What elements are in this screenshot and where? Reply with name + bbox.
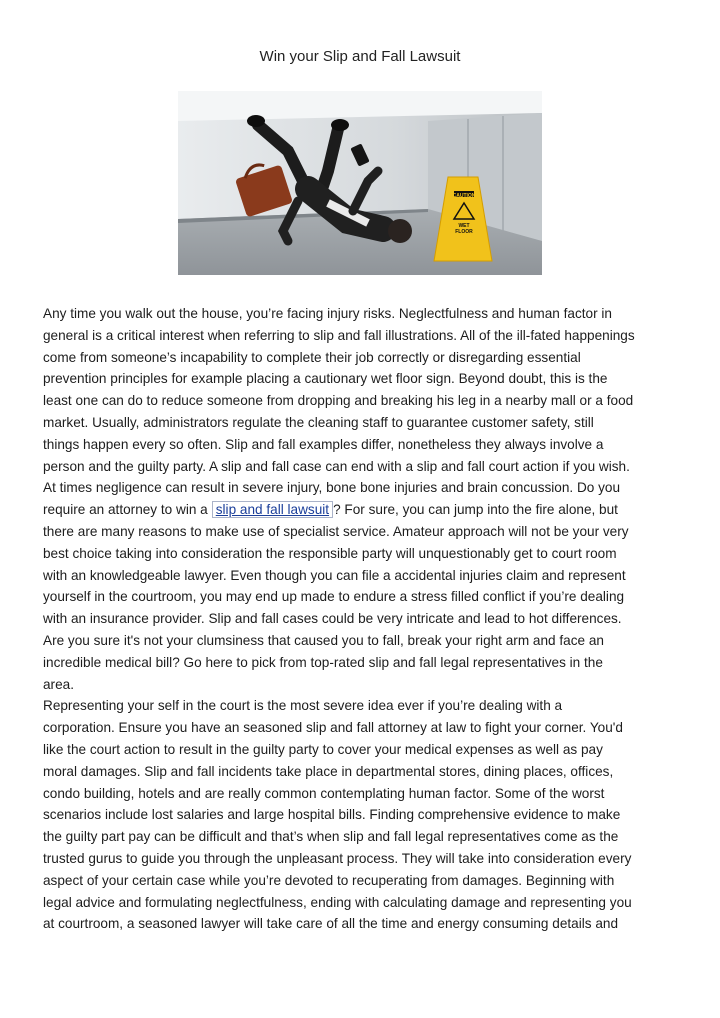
article-line: with an knowledgeable lawyer. Even though you can file a accidental injuries claim and represent (43, 567, 626, 583)
article-line: there are many reasons to make use of specialist service. Amateur approach will not be your very (43, 523, 629, 539)
article-line (43, 499, 683, 521)
article-line: aspect of your certain case while you’re devoted to recuperating from damages. Beginning with (43, 872, 615, 888)
article-line: best choice taking into consideration the responsible party will unquestionably get to court room (43, 545, 617, 561)
article-line: the guilty part pay can be difficult and that’s when slip and fall legal representatives come as the (43, 829, 619, 845)
article-line: at courtroom, a seasoned lawyer will take care of all the time and energy consuming details and (43, 916, 619, 932)
article-line: corporation. Ensure you have an seasoned slip and fall attorney at law to fight your corner. You'd (43, 720, 623, 736)
page-title: Win your Slip and Fall Lawsuit (259, 48, 461, 65)
article-line: incredible medical bill? Go here to pick from top-rated slip and fall legal representatives in the (43, 654, 603, 670)
sign-floor-text: FLOOR (455, 229, 473, 235)
article-line: with an insurance provider. Slip and fall cases could be very intricate and lead to hot differences. (43, 611, 622, 627)
article-line: legal advice and formulating neglectfulness, ending with calculating damage and representing you (43, 894, 632, 910)
article-line: general is a critical interest when referring to slip and fall illustrations. All of the ill-fated happenings (43, 327, 635, 343)
slip-and-fall-photo (178, 91, 542, 275)
article-line: Any time you walk out the house, you’re facing injury risks. Neglectfulness and human factor in (43, 306, 612, 321)
sign-caution-text: CAUTION (452, 193, 476, 199)
article-line: moral damages. Slip and fall incidents take place in departmental stores, dining places, offices, (43, 763, 614, 779)
article-line: trusted gurus to guide you through the unpleasant process. They will take into consideration every (43, 850, 632, 866)
article-line: market. Usually, administrators regulate the cleaning staff to guarantee customer safety, still (43, 414, 594, 430)
article-line: like the court action to result in the guilty party to cover your medical expenses as well as pay (43, 741, 603, 757)
article-line: yourself in the courtroom, you may end up made to endure a stress filled conflict if you’re dealing (43, 589, 625, 605)
article-line: Are you sure it's not your clumsiness that caused you to fall, break your right arm and face an (43, 632, 604, 648)
article-line: least one can do to reduce someone from dropping and breaking his leg in a nearby mall or a food (43, 393, 634, 409)
article-body (43, 303, 683, 935)
link-line-after: ? For sure, you can jump into the fire alone, but (333, 502, 618, 518)
article-line: condo building, hotels and are really common contemplating human factor. Some of the worst (43, 785, 605, 801)
article-line: come from someone’s incapability to complete their job correctly or disregarding essential (43, 349, 581, 365)
article-line: things happen every so often. Slip and fall examples differ, nonetheless they always involve a (43, 436, 604, 452)
slip-and-fall-lawsuit-link[interactable]: slip and fall lawsuit (212, 501, 333, 518)
photo-illustration (178, 91, 542, 275)
article-line: person and the guilty party. A slip and fall case can end with a slip and fall court action if you wish. (43, 458, 630, 474)
link-line-before: require an attorney to win a (43, 502, 208, 518)
article-line: area. (43, 676, 74, 692)
article-line: Representing your self in the court is the most severe idea ever if you’re dealing with a (43, 698, 563, 714)
article-line: At times negligence can result in severe injury, bone bone injuries and brain concussion. Do you (43, 480, 621, 496)
sign-wet-text: WET (458, 223, 470, 229)
article-line: scenarios include lost salaries and large hospital bills. Finding comprehensive evidence to make (43, 807, 621, 823)
article-line: prevention principles for example placing a cautionary wet floor sign. Beyond doubt, this is the (43, 371, 608, 387)
